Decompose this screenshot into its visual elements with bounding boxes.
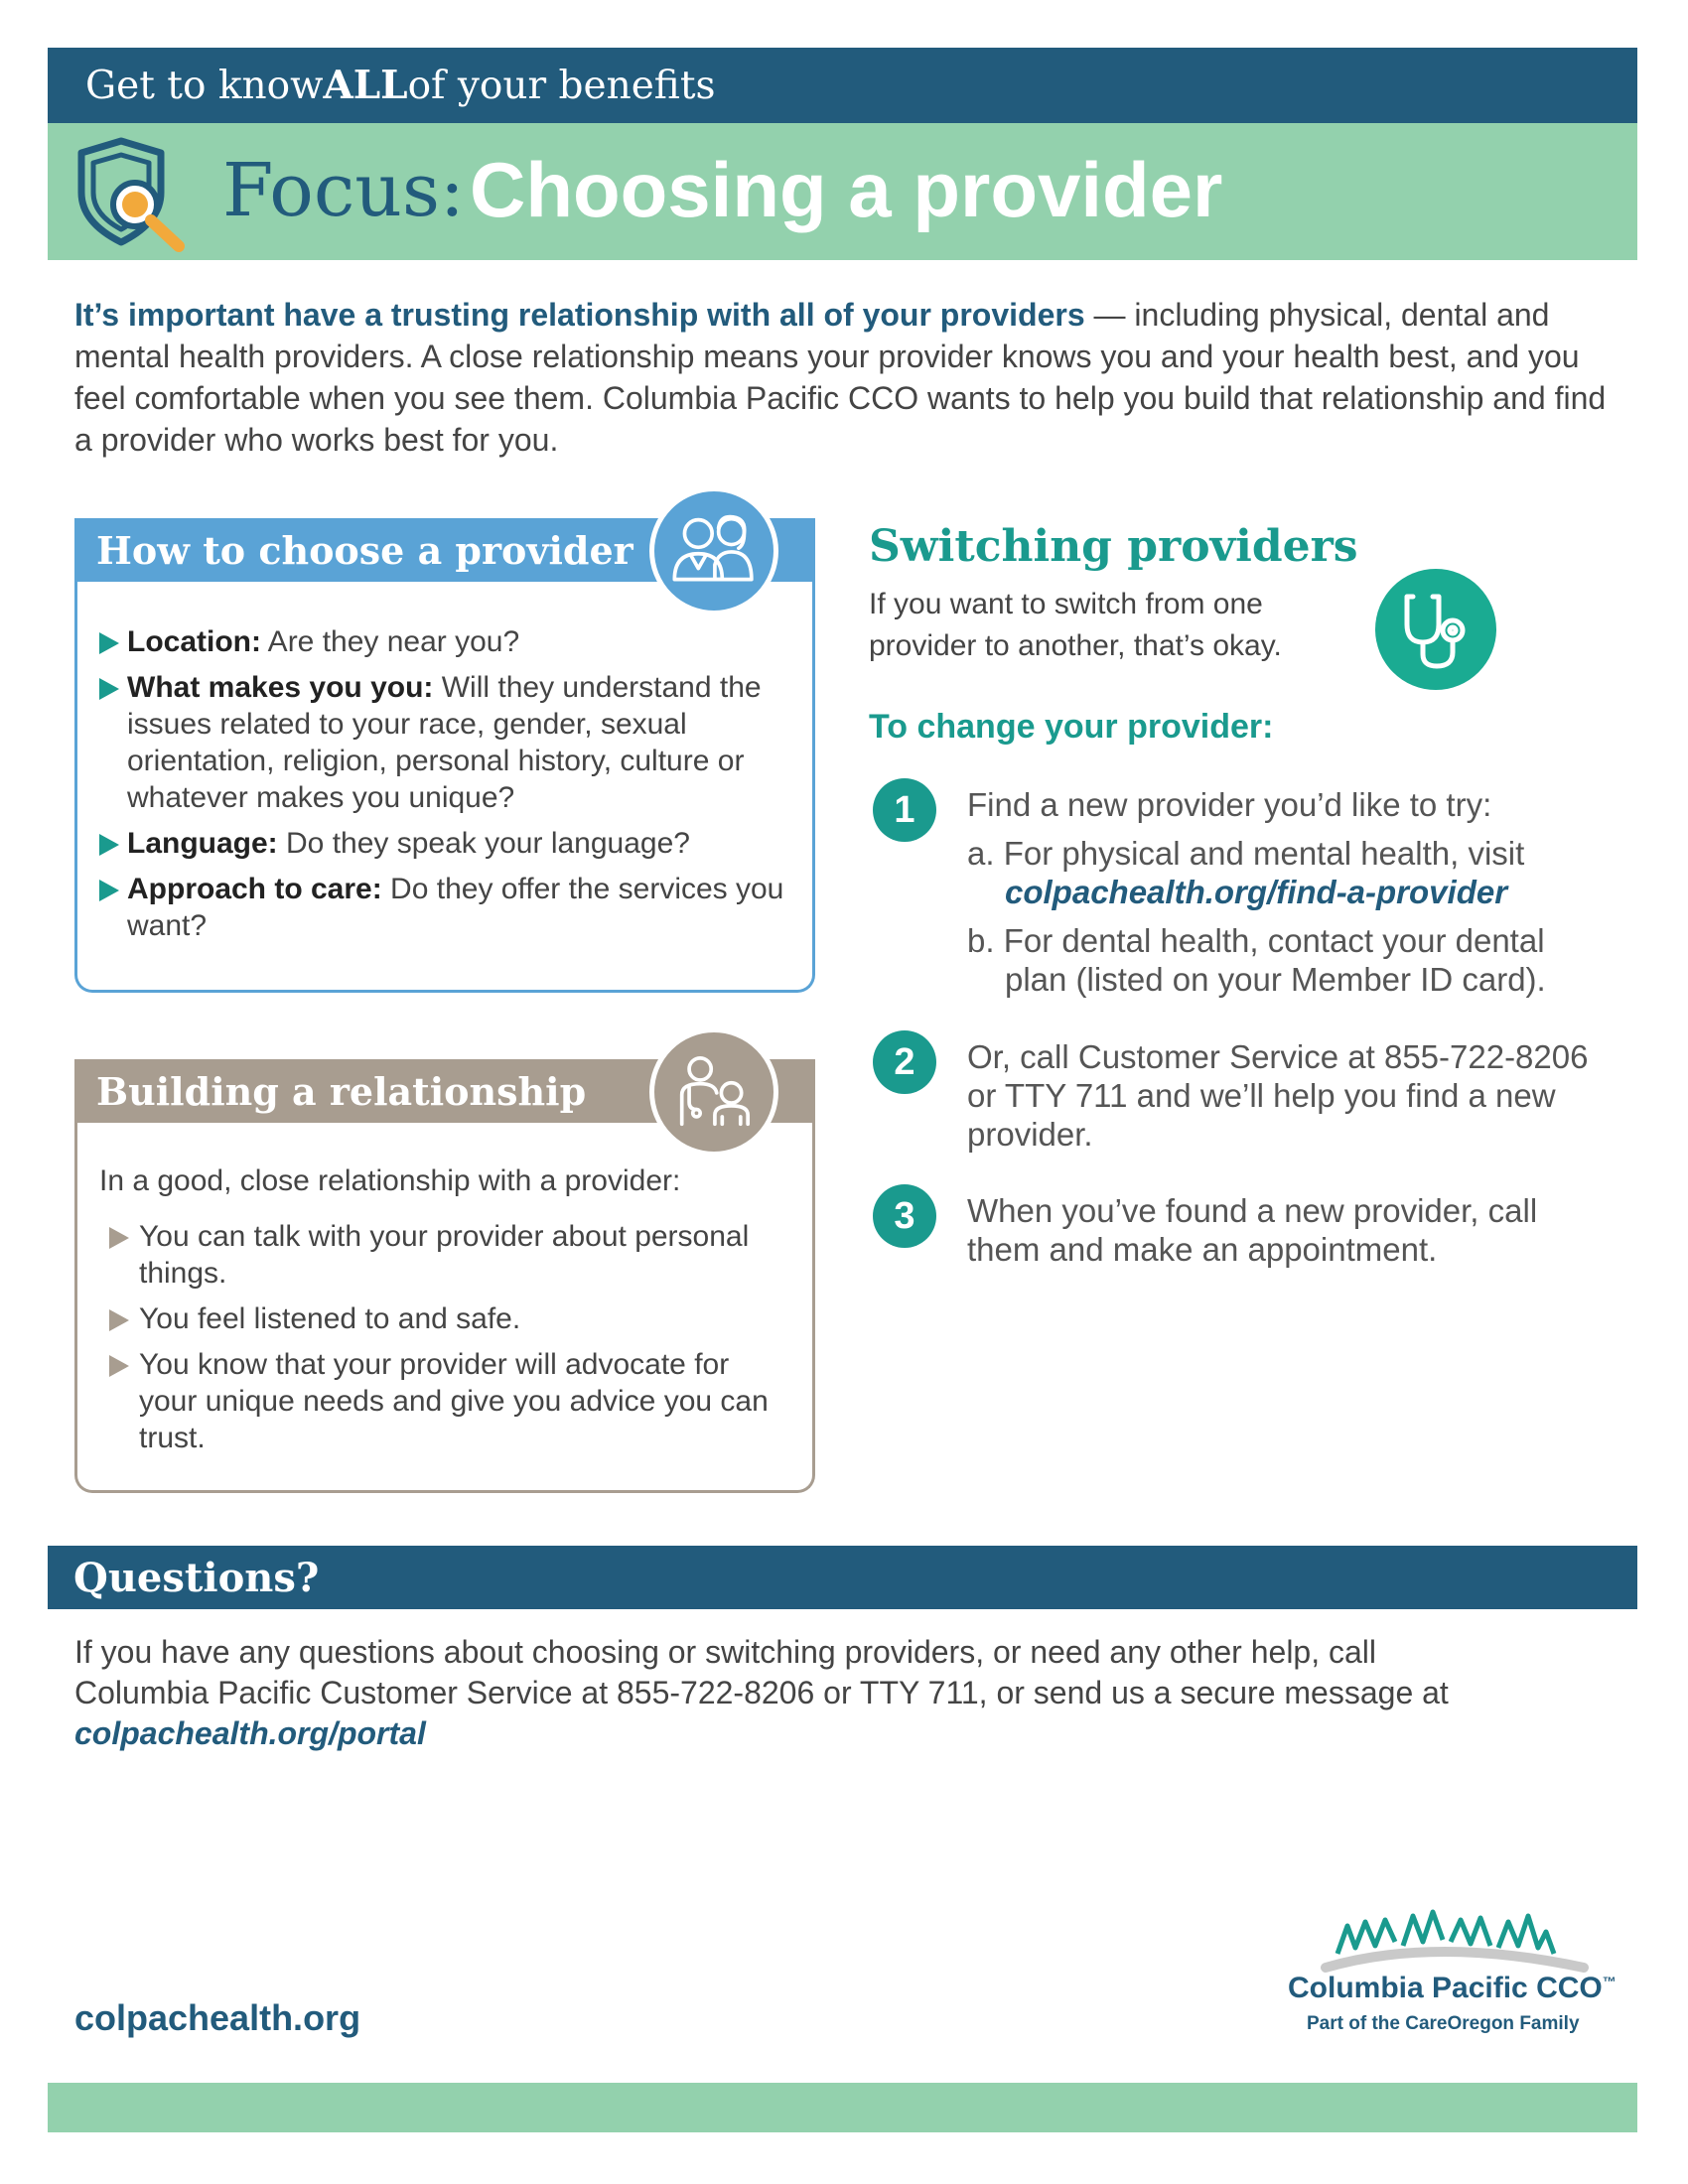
item-label: Language:	[127, 827, 278, 860]
item-text: You can talk with your provider about personal things.	[139, 1220, 750, 1290]
switching-text: If you want to switch from one provider to another, that’s okay.	[869, 588, 1282, 662]
focus-header	[48, 123, 1637, 260]
step-1-sub-a	[967, 834, 1613, 911]
building-relationship-box	[74, 1059, 815, 1493]
how-to-choose-title: How to choose a provider	[74, 518, 815, 582]
bullet-arrow-icon	[109, 1355, 129, 1377]
list-item	[109, 1300, 794, 1337]
trademark-symbol: ™	[1602, 1974, 1617, 1989]
list-item	[109, 1218, 794, 1292]
step-3-text: When you’ve found a new provider, call them and make an appointment.	[967, 1192, 1538, 1268]
benefits-banner	[48, 48, 1637, 123]
logo-name-text: Columbia Pacific CCO	[1288, 1972, 1603, 2004]
doctor-patient-icon	[649, 1027, 778, 1157]
step-1	[967, 785, 1613, 999]
questions-title: Questions?	[48, 1546, 1637, 1609]
intro-body: — including physical, dental and mental health providers. A close relationship means your provider knows you and your health best, and you feel comfortable when you see them. Columbia Pacific CCO wants to help you build that relationship and find a provider who works best for you.	[74, 297, 1607, 458]
list-item	[99, 871, 794, 944]
focus-label: Focus:	[222, 148, 465, 233]
building-list	[109, 1218, 794, 1465]
portal-link[interactable]: colpachealth.org/portal	[74, 1715, 426, 1751]
bullet-arrow-icon	[109, 1309, 129, 1331]
change-provider-title: To change your provider:	[869, 708, 1274, 746]
step-1-badge: 1	[873, 778, 936, 842]
logo-name	[1288, 1972, 1617, 2005]
banner-text-post: of your benefits	[407, 63, 716, 108]
banner-text-pre: Get to know	[85, 63, 324, 108]
building-intro: In a good, close relationship with a provider:	[99, 1164, 681, 1197]
shield-magnifier-icon	[70, 135, 195, 252]
bullet-arrow-icon	[99, 632, 119, 654]
find-provider-link[interactable]: colpachealth.org/find-a-provider	[1005, 874, 1508, 910]
how-to-choose-box	[74, 518, 815, 993]
bottom-bar	[48, 2083, 1637, 2132]
providers-icon	[649, 486, 778, 615]
how-to-choose-list	[99, 623, 794, 953]
item-text: You feel listened to and safe.	[139, 1302, 521, 1335]
bullet-arrow-icon	[99, 678, 119, 700]
list-item	[109, 1346, 794, 1456]
bullet-arrow-icon	[109, 1227, 129, 1249]
step-1-sub-b: b. For dental health, contact your dental plan (listed on your Member ID card).	[967, 922, 1546, 998]
footer-url[interactable]: colpachealth.org	[74, 1997, 361, 2038]
step-2-badge: 2	[873, 1030, 936, 1094]
banner-text-bold: ALL	[323, 63, 408, 108]
stethoscope-icon	[1375, 569, 1496, 690]
bullet-arrow-icon	[99, 880, 119, 901]
columbia-pacific-logo	[1286, 1876, 1594, 2035]
item-text: You know that your provider will advocate for your unique needs and give you advice you can trust.	[139, 1348, 769, 1454]
questions-body: If you have any questions about choosing or switching providers, or need any other help, call Columbia Pacific Customer Service at 855-722-8206 or TTY 711, or send us a secure message at	[74, 1634, 1449, 1710]
logo-tagline: Part of the CareOregon Family	[1307, 2013, 1580, 2034]
item-text: Are they near you?	[261, 625, 520, 658]
questions-text	[74, 1632, 1514, 1754]
page-title: Choosing a provider	[470, 146, 1223, 233]
intro-paragraph	[74, 294, 1609, 461]
step-1-text: Find a new provider you’d like to try:	[967, 786, 1492, 823]
building-relationship-title: Building a relationship	[74, 1059, 815, 1123]
item-text: Do they offer the services you want?	[127, 873, 784, 942]
step-2-text: Or, call Customer Service at 855-722-8206 or TTY 711 and we’ll help you find a new provider.	[967, 1038, 1589, 1153]
switching-title: Switching providers	[869, 521, 1358, 572]
step-1-sub-a-text: a. For physical and mental health, visit	[967, 835, 1525, 872]
list-item	[99, 825, 794, 862]
item-label: What makes you you:	[127, 671, 434, 704]
intro-lead: It’s important have a trusting relationship with all of your providers	[74, 297, 1085, 333]
bullet-arrow-icon	[99, 834, 119, 856]
item-text: Will they understand the issues related to your race, gender, sexual orientation, religion, personal history, culture or whatever makes you unique?	[127, 671, 762, 814]
list-item	[99, 623, 794, 660]
item-label: Approach to care:	[127, 873, 382, 905]
item-label: Location:	[127, 625, 261, 658]
item-text: Do they speak your language?	[277, 827, 690, 860]
list-item	[99, 669, 794, 816]
step-3-badge: 3	[873, 1184, 936, 1248]
